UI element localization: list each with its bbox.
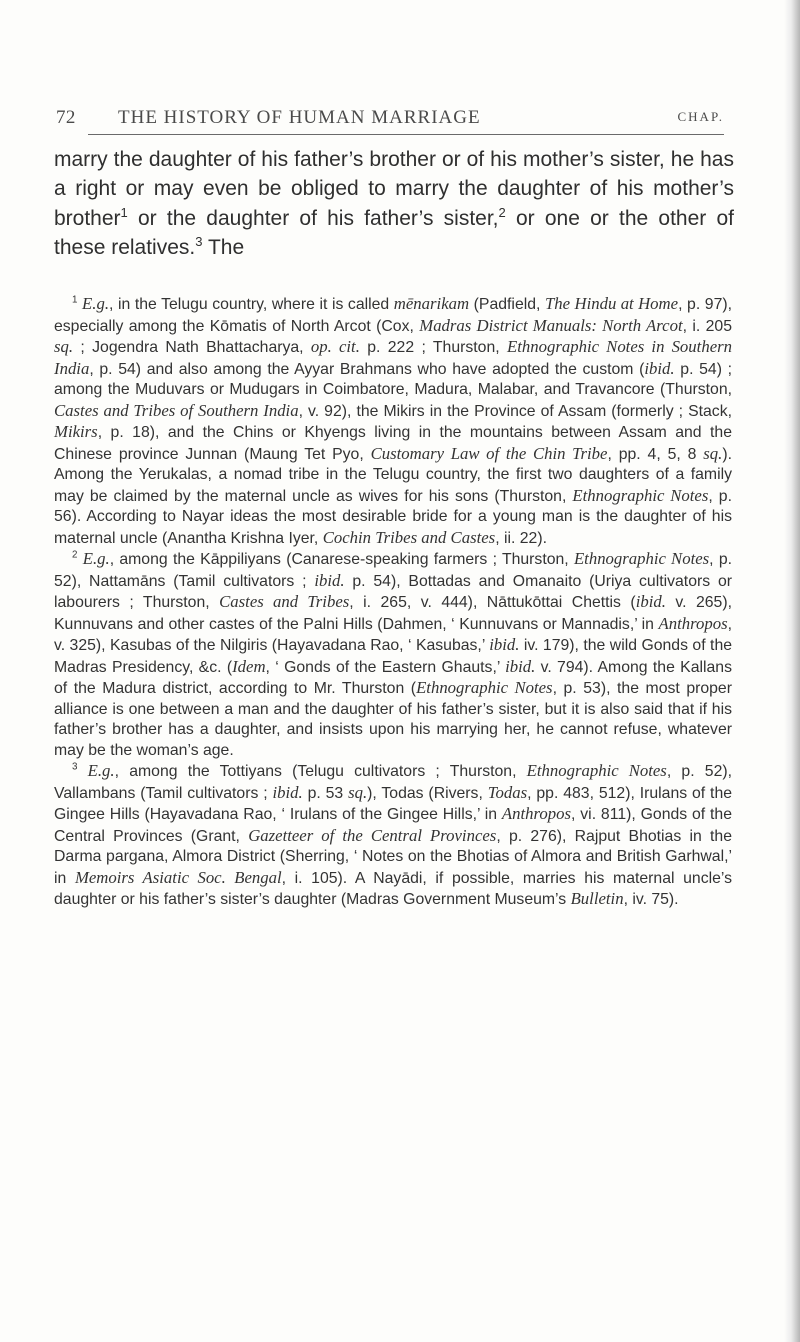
header-rule [88,134,724,135]
footnote-italic-text: sq. [703,443,723,463]
footnote-text-segment: , p. 52), Vallambans (Tamil cultivators ; [54,763,733,802]
footnote-2 [54,549,732,761]
footnote-text [54,551,732,759]
page-edge-shadow [784,0,800,1342]
footnote-text-segment: p. 54) ; among the Muduvars or Mudugars in Coimbatore, Madura, Malabar, and Travancore (Thurston, [54,360,733,398]
footnote-italic-text: Anthropos [501,804,572,823]
footnote-text-segment: v. 794). Among the Kallans of the Madura district, according to Mr. Thurston ( [54,658,732,697]
footnote-text-segment: , iv. 75). [623,891,679,908]
footnote-italic-text: Bulletin [570,889,624,908]
footnote-italic-text: The Hindu at Home [545,294,679,313]
body-paragraph [54,145,734,262]
footnote-text-segment: v. 265), Kunnuvans and other castes of the Palni Hills (Dahmen, ‘ Kunnuvans or Mannadis,’ in [54,594,732,633]
running-title: THE HISTORY OF HUMAN MARRIAGE [118,107,481,128]
footnote-text-segment: , pp. 4, 5, 8 [607,445,704,463]
footnote-1 [54,294,732,549]
footnote-text-segment: , pp. 483, 512), Irulans of the Gingee Hills (Hayavadana Rao, ‘ Irulans of the Gingee Hills,’ in [54,784,733,823]
footnote-marker: 1 [72,294,78,306]
footnote-text-segment: , among the Tottiyans (Telugu cultivators ; Thurston, [114,763,527,780]
footnote-text-segment: p. 54), Bottadas and Omanaito (Uriya cultivators or labourers ; Thurston, [54,572,733,611]
footnote-text-segment: , ii. 22). [495,529,547,547]
body-text: marry the daughter of his father’s brother or of his mother’s sister, he has a right or may even be obliged to marry the daughter of his mother’s brother [54,148,734,230]
footnote-ref-3: 3 [195,233,203,249]
footnote-italic-text: ibid. [314,570,345,590]
footnote-italic-text: Ethnographic Notes [416,678,553,697]
footnote-italic-text: Todas [487,782,528,802]
footnote-italic-text: ibid. [489,635,520,654]
footnote-text-segment: , p. 54) and also among the Ayyar Brahmans who have adopted the custom ( [89,360,645,378]
footnote-ref-2: 2 [498,204,506,220]
footnote-italic-text: sq. [348,782,368,802]
footnote-text-segment: , p. 52), Nattamāns (Tamil cultivators ; [54,551,733,590]
footnote-text-segment: ). Among the Yerukalas, a nomad tribe in the Telugu country, the first two daughters of a family may be claimed by the maternal uncle as wives for his sons (Thurston, [54,445,732,505]
footnote-italic-text: ibid. [644,358,675,378]
footnote-italic-text: Madras District Manuals: North Arcot [419,315,683,335]
footnote-italic-text: sq. [54,337,74,356]
footnote-italic-text: Castes and Tribes of Southern India [54,400,299,420]
footnote-italic-text: E.g. [82,294,110,313]
footnote-text-segment: p. 222 ; Thurston, [359,339,507,356]
footnote-italic-text: E.g. [87,761,115,780]
footnote-text-segment: p. 53 [302,784,349,802]
footnote-text-segment: , vi. 811), Gonds of the Central Provinces (Grant, [54,806,733,845]
footnote-marker: 3 [72,761,78,773]
footnote-marker: 2 [72,549,78,561]
footnote-italic-text: Idem [232,656,266,676]
footnote-italic-text: Mikirs [54,422,98,441]
footnote-text-segment: , p. 97), especially among the Kōmatis of North Arcot (Cox, [54,296,733,335]
footnotes [54,294,732,911]
footnote-italic-text: Ethnographic Notes [526,761,667,780]
footnote-text-segment: , i. 205 [682,317,732,335]
footnote-text-segment: , among the Kāppiliyans (Canarese-speaking farmers ; Thurston, [109,551,574,568]
chapter-label: CHAP. [677,109,724,124]
footnote-text-segment: , i. 105). A Nayādi, if possible, marries his maternal uncle’s daughter or his father’s sister’s daughter (Madras Government Museum’s [54,869,733,908]
footnote-text-segment: , ‘ Gonds of the Eastern Ghauts,’ [265,658,506,676]
page-number: 72 [56,107,76,128]
footnote-text-segment: , in the Telugu country, where it is called [109,296,394,313]
footnote-text-segment: ; Jogendra Nath Bhattacharya, [73,339,311,356]
footnote-text [54,296,732,547]
footnote-italic-text: Memoirs Asiatic Soc. Bengal [74,867,282,887]
footnote-italic-text: Cochin Tribes and Castes [322,527,496,547]
body-text: or the daughter of his father’s sister, [127,206,499,230]
footnote-italic-text: Ethnographic Notes [573,549,710,568]
footnote-italic-text: op. cit. [310,337,360,356]
footnote-italic-text: ibid. [272,782,303,802]
footnote-text-segment: iv. 179), the wild Gonds of the Madras Presidency, &c. ( [54,637,733,676]
body-text: or one or the other of these relatives. [54,206,734,259]
footnote-text-segment: , p. 276), Rajput Bhotias in the Darma pargana, Almora District (Sherring, ‘ Notes on the Bhotias of Almora and British Garhwal,’ in [54,827,732,887]
footnote-text-segment: , p. 18), and the Chins or Khyengs living in the mountains between Assam and the Chinese province Junnan (Maung Tet Pyo, [54,424,732,463]
footnote-italic-text: Customary Law of the Chin Tribe [370,443,608,463]
footnote-italic-text: ibid. [505,656,536,676]
footnote-italic-text: Castes and Tribes [219,592,350,611]
footnote-italic-text: mēnarikam [393,294,470,313]
footnote-text-segment: , v. 325), Kasubas of the Nilgiris (Hayavadana Rao, ‘ Kasubas,’ [54,615,732,654]
footnote-italic-text: Gazetteer of the Central Provinces [248,825,497,845]
footnote-text-segment: ), Todas (Rivers, [367,784,488,802]
footnote-italic-text: Ethnographic Notes in Southern India [54,337,732,378]
footnote-text [54,763,732,908]
footnote-text-segment: (Padfield, [469,296,545,313]
footnote-text-segment: , v. 92), the Mikirs in the Province of Assam (formerly ; Stack, [298,402,732,420]
footnote-ref-1: 1 [120,204,128,220]
footnote-italic-text: Ethnographic Notes [572,485,709,505]
footnote-text-segment: , p. 56). According to Nayar ideas the most desirable bride for a young man is the daughter of his maternal uncle (Anantha Krishna Iyer, [54,487,732,547]
footnote-3 [54,761,732,911]
footnote-italic-text: ibid. [635,592,666,611]
running-header [56,107,724,131]
footnote-italic-text: E.g. [82,549,110,568]
footnote-text-segment: , p. 53), the most proper alliance is one between a man and the daughter of his father’s sister, but it is also said that if his father’s brother has a daughter, and insists upon his marrying her, he cannot refuse, whatever may be the woman’s age. [54,680,732,759]
footnote-italic-text: Anthropos [658,613,728,633]
body-text: The [202,235,245,259]
footnote-text-segment: , i. 265, v. 444), Nāttukōttai Chettis ( [349,594,636,611]
